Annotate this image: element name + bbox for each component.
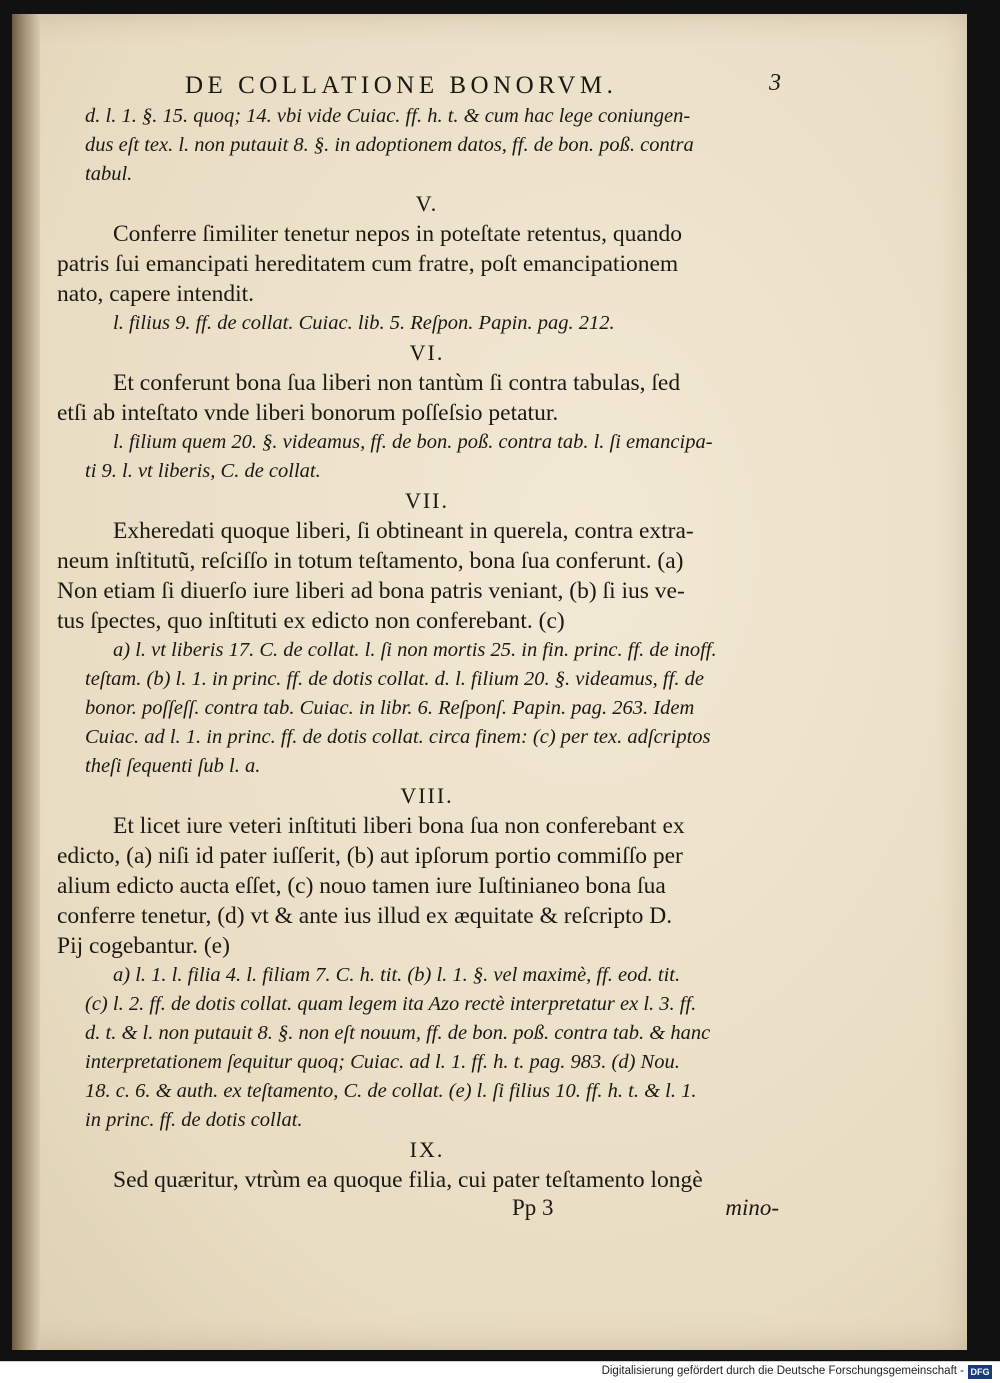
section-paragraph xyxy=(57,516,797,636)
footer-credit: Digitalisierung gefördert durch die Deutsche Forschungsgemeinschaft - xyxy=(601,1365,964,1377)
section-note xyxy=(57,961,797,1135)
section-note xyxy=(57,428,797,486)
paragraph-line: Sed quæritur, vtrùm ea quoque filia, cui pater teſtamento longè xyxy=(113,1167,703,1193)
paragraph-line: patris ſui emancipati hereditatem cum fratre, poſt emancipationem xyxy=(57,251,679,277)
note-line: l. filium quem 20. §. videamus, ff. de bon. poß. contra tab. l. ſi emancipa- xyxy=(113,431,713,453)
footer-bar xyxy=(0,1361,1000,1383)
section-paragraph xyxy=(57,368,797,428)
note-line: a) l. vt liberis 17. C. de collat. l. ſi non mortis 25. in fin. princ. ff. de inoff. xyxy=(113,639,717,661)
note-line: teſtam. (b) l. 1. in princ. ff. de dotis collat. d. l. filium 20. §. videamus, ff. de xyxy=(85,668,704,690)
catchword-line xyxy=(57,1195,797,1227)
note-line: bonor. poſſeſſ. contra tab. Cuiac. in libr. 6. Reſponſ. Papin. pag. 263. Idem xyxy=(85,697,695,719)
book-page xyxy=(12,14,967,1350)
section-numeral: V. xyxy=(415,191,439,216)
top-note-line: d. l. 1. §. 15. quoq; 14. vbi vide Cuiac. ff. h. t. & cum hac lege coniungen- xyxy=(85,105,691,127)
section-numeral: VI. xyxy=(409,340,445,365)
paragraph-line: nato, capere intendit. xyxy=(57,281,255,307)
dfg-logo-icon: DFG xyxy=(968,1365,992,1379)
page-spine-shadow xyxy=(12,14,40,1350)
note-line: (c) l. 2. ff. de dotis collat. quam legem ita Azo rectè interpretatur ex l. 3. ff. xyxy=(85,993,697,1015)
section-note xyxy=(57,636,797,781)
paragraph-line: tus ſpectes, quo inſtituti ex edicto non conferebant. (c) xyxy=(57,608,565,634)
paragraph-line: Et conferunt bona ſua liberi non tantùm ſi contra tabulas, ſed xyxy=(113,370,681,396)
note-line: 18. c. 6. & auth. ex teſtamento, C. de collat. (e) l. ſi filius 10. ff. h. t. & l. 1. xyxy=(85,1080,697,1102)
paragraph-line: Pij cogebantur. (e) xyxy=(57,933,230,959)
text-block xyxy=(57,62,797,1227)
paragraph-line: Conferre ſimiliter tenetur nepos in poteſtate retentus, quando xyxy=(113,221,683,247)
paragraph-line: alium edicto aucta eſſet, (c) nouo tamen iure Iuſtinianeo bona ſua xyxy=(57,873,666,899)
header-title: DE COLLATIONE BONORVM. xyxy=(185,72,618,99)
paragraph-line: neum inſtitutũ, reſciſſo in totum teſtamento, bona ſua conferunt. (a) xyxy=(57,548,684,574)
note-line: d. t. & l. non putauit 8. §. non eſt nouum, ff. de bon. poß. contra tab. & hanc xyxy=(85,1022,711,1044)
paragraph-line: conferre tenetur, (d) vt & ante ius illud ex æquitate & reſcripto D. xyxy=(57,903,673,929)
note-line: a) l. 1. l. filia 4. l. filiam 7. C. h. tit. (b) l. 1. §. vel maximè, ff. eod. tit. xyxy=(113,964,681,986)
note-line: in princ. ff. de dotis collat. xyxy=(85,1109,303,1131)
section-note xyxy=(57,309,797,338)
running-head xyxy=(57,62,797,102)
section-paragraph xyxy=(57,219,797,309)
page-number: 3 xyxy=(769,70,781,96)
paragraph-line: Et licet iure veteri inſtituti liberi bona ſua non conferebant ex xyxy=(113,813,685,839)
top-note-line: dus eſt tex. l. non putauit 8. §. in adoptionem datos, ff. de bon. poß. contra xyxy=(85,134,694,156)
top-note xyxy=(57,102,797,189)
note-line: l. filius 9. ff. de collat. Cuiac. lib. 5. Reſpon. Papin. pag. 212. xyxy=(113,312,615,334)
paragraph-line: Non etiam ſi diuerſo iure liberi ad bona patris veniant, (b) ſi ius ve- xyxy=(57,578,685,604)
section-paragraph xyxy=(57,1165,797,1195)
top-note-line: tabul. xyxy=(85,163,133,185)
note-line: theſi ſequenti ſub l. a. xyxy=(85,755,261,777)
paragraph-line: etſi ab inteſtato vnde liberi bonorum poſſeſsio petatur. xyxy=(57,400,559,426)
section-numeral: VIII. xyxy=(400,783,454,808)
catchword: mino- xyxy=(725,1195,779,1220)
note-line: ti 9. l. vt liberis, C. de collat. xyxy=(85,460,321,482)
paragraph-line: Exheredati quoque liberi, ſi obtineant in querela, contra extra- xyxy=(113,518,694,544)
paragraph-line: edicto, (a) niſi id pater iuſſerit, (b) aut ipſorum portio commiſſo per xyxy=(57,843,683,869)
note-line: Cuiac. ad l. 1. in princ. ff. de dotis collat. circa finem: (c) per tex. adſcriptos xyxy=(85,726,711,748)
section-paragraph xyxy=(57,811,797,961)
section-numeral: VII. xyxy=(404,488,450,513)
note-line: interpretationem ſequitur quoq; Cuiac. ad l. 1. ff. h. t. pag. 983. (d) Nou. xyxy=(85,1051,680,1073)
section-numeral: IX. xyxy=(409,1137,445,1162)
sections xyxy=(57,189,797,1195)
signature-mark: Pp 3 xyxy=(512,1195,554,1220)
